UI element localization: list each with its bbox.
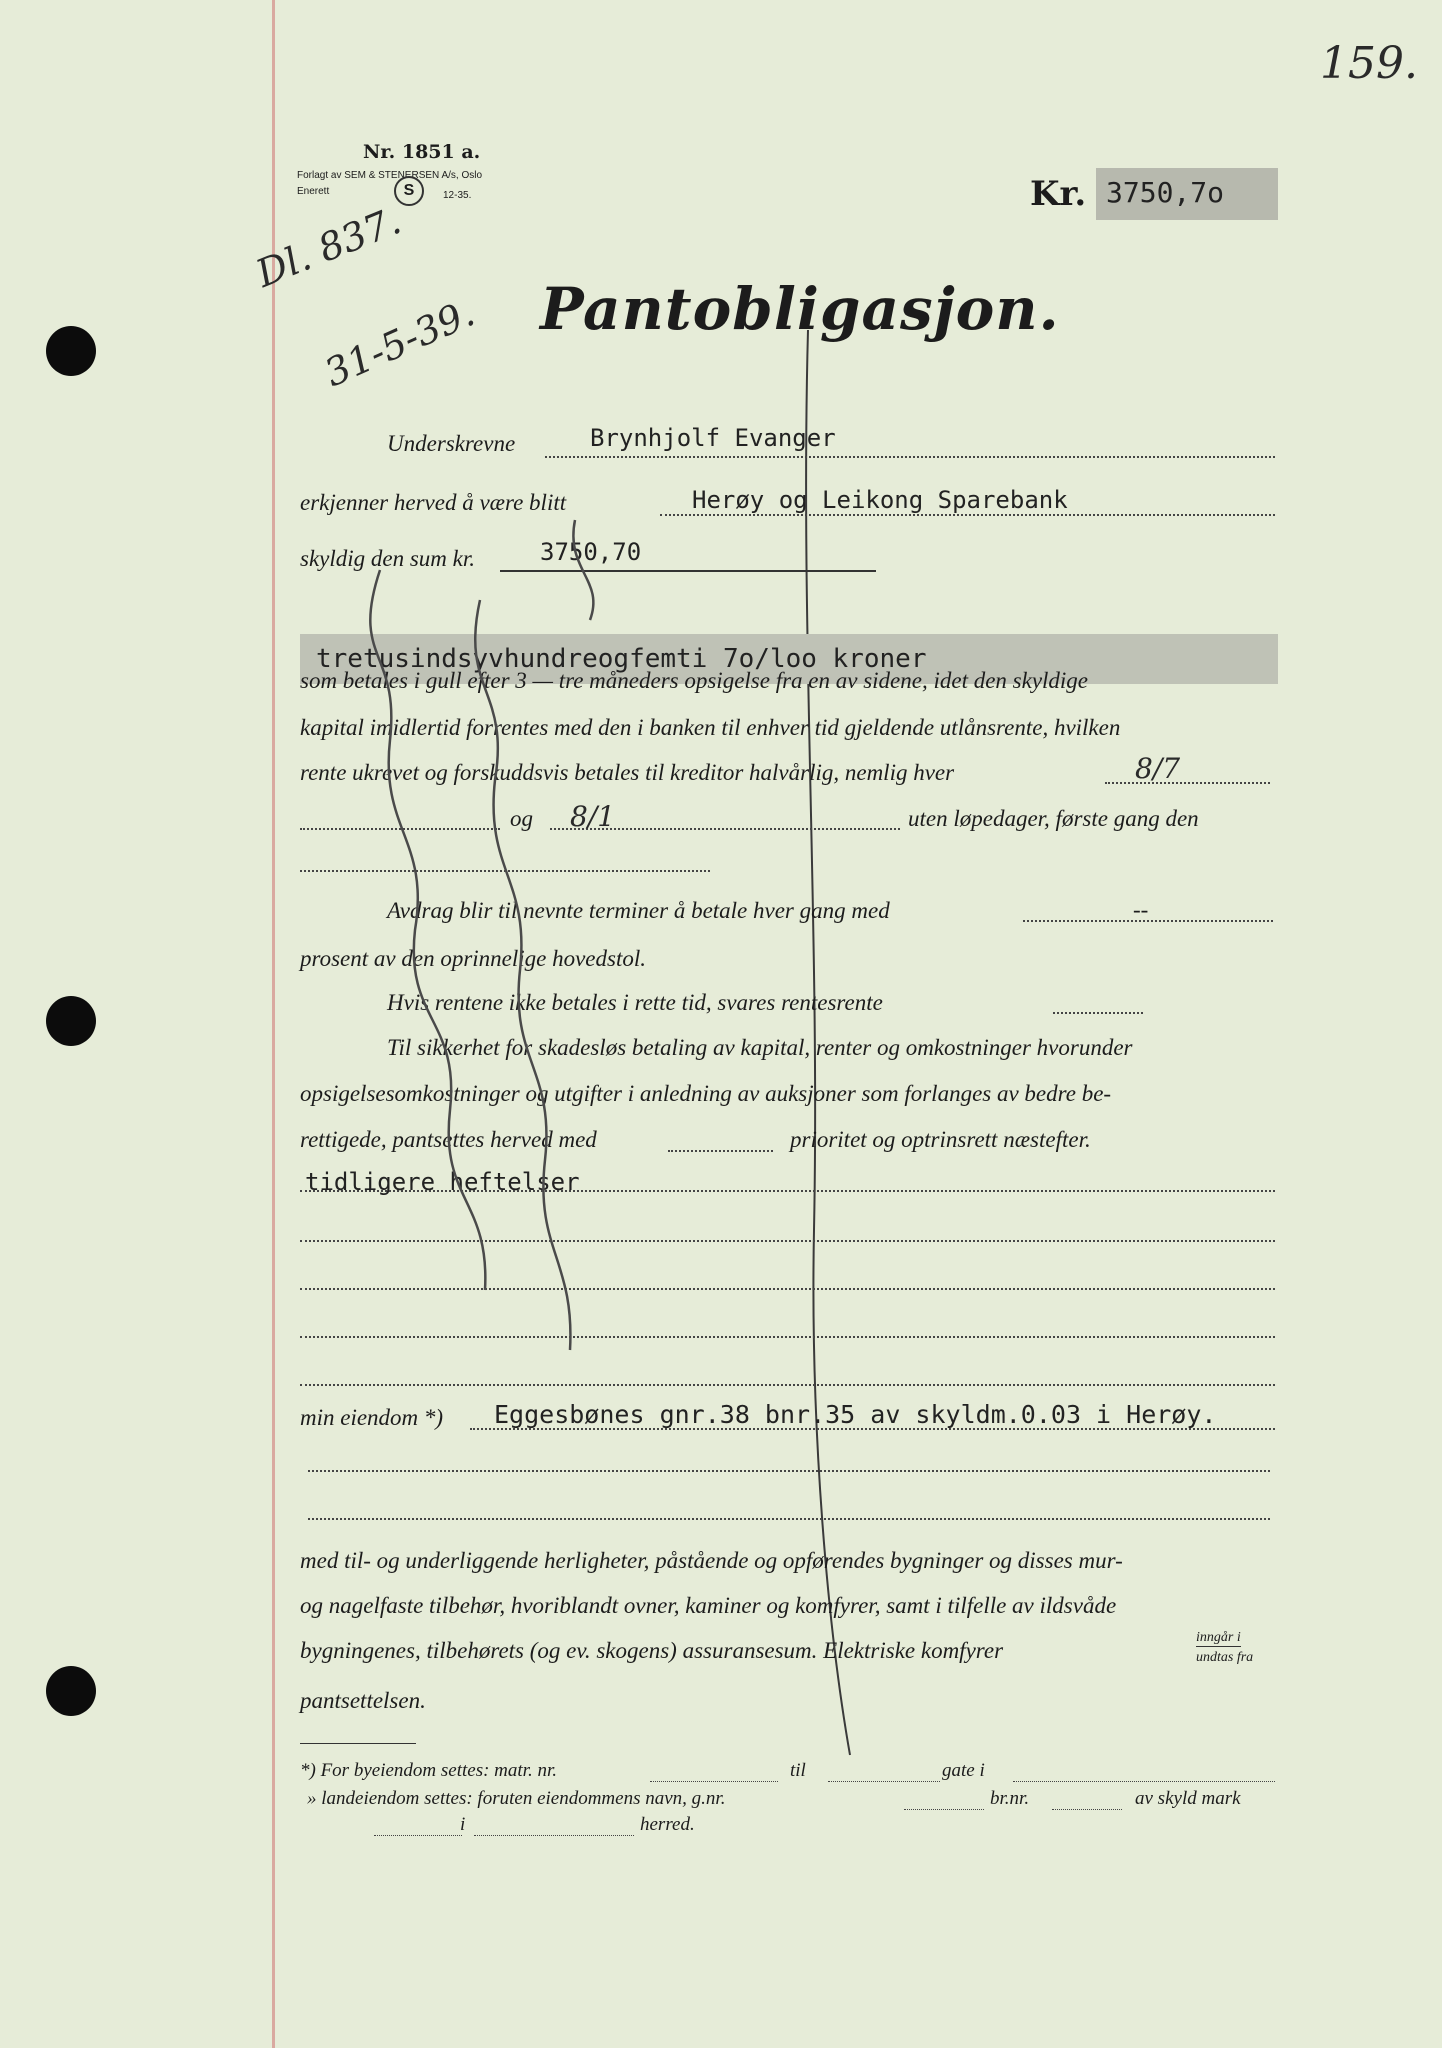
footnote-a3: gate i — [942, 1760, 985, 1781]
footnote-c1: i — [460, 1814, 466, 1835]
footnote-a-line-3 — [1013, 1781, 1275, 1782]
punch-hole-middle — [46, 996, 96, 1046]
body-line-3: rente ukrevet og forskuddsvis betales til kreditor halvårlig, nemlig hver — [300, 760, 955, 785]
prior-encumbrances: tidligere heftelser — [305, 1168, 580, 1196]
sum-value: 3750,70 — [540, 538, 642, 566]
term-1-value: 8/7 — [1135, 752, 1181, 785]
punch-hole-bottom — [46, 1666, 96, 1716]
footnote-a-line-2 — [828, 1781, 940, 1782]
undersigned-label: Underskrevne — [387, 431, 516, 456]
footnote-c2: herred. — [640, 1814, 695, 1835]
installment-dash: -- — [1133, 897, 1149, 922]
amount-words: tretusindsyvhundreogfemti 7o/loo kroner — [316, 644, 927, 674]
footnote-c-line-2 — [474, 1835, 634, 1836]
body-line-2: kapital imidlertid forrentes med den i banken til enhver tid gjeldende utlånsrente, hvilken — [300, 715, 1121, 740]
property-value: Eggesbønes gnr.38 bnr.35 av skyldm.0.03 i Herøy. — [494, 1400, 1217, 1429]
amount-label: Kr. — [1030, 174, 1087, 214]
amount-value: 3750,7o — [1106, 176, 1225, 209]
undersigned-value: Brynhjolf Evanger — [590, 424, 836, 452]
creditor-label: erkjenner herved å være blitt — [300, 490, 567, 515]
copyright: Enerett — [297, 186, 330, 197]
footnote-b3: av skyld mark — [1135, 1788, 1241, 1809]
property-line-2 — [308, 1470, 1270, 1472]
body-line-1: som betales i gull efter 3 — tre måneders opsigelse fra en av sidene, idet den skyldige — [300, 668, 1089, 693]
term-1-line — [1105, 782, 1270, 784]
form-number: Nr. 1851 a. — [363, 141, 481, 163]
publisher-logo: S — [394, 176, 424, 206]
left-margin-rule — [272, 0, 275, 2048]
body-line-10a: rettigede, pantsettes herved med — [300, 1127, 597, 1152]
footnote-a2: til — [790, 1760, 806, 1781]
body-line-4: uten løpedager, første gang den — [908, 806, 1199, 831]
body-line-7: Hvis rentene ikke betales i rette tid, svares rentesrente — [387, 990, 883, 1015]
fraction-top: inngår i — [1196, 1630, 1241, 1645]
property-line-3 — [308, 1518, 1270, 1520]
interest-line — [1053, 1012, 1143, 1014]
term-2-value: 8/1 — [570, 800, 616, 833]
fraction-bottom: undtas fra — [1196, 1650, 1254, 1665]
margin-note-date: 31-5-39. — [318, 290, 481, 396]
publisher: Forlagt av SEM & STENERSEN A/s, Oslo — [297, 170, 483, 181]
body-line-11: med til- og underliggende herligheter, påstående og opførendes bygninger og disses mur- — [300, 1548, 1123, 1573]
margin-note-number: Dl. 837. — [250, 198, 407, 296]
body-line-5: Avdrag blir til nevnte terminer å betale hver gang med — [387, 898, 890, 923]
footnote-rule — [300, 1743, 416, 1744]
footnote-a1: *) For byeiendom settes: matr. nr. — [300, 1760, 557, 1781]
body-line-8: Til sikkerhet for skadesløs betaling av kapital, renter og omkostninger hvorunder — [387, 1035, 1133, 1060]
document-title: Pantobligasjon. — [540, 275, 1060, 343]
creditor-line — [660, 514, 1275, 516]
body-line-12: og nagelfaste tilbehør, hvoriblandt ovner, kaminer og komfyrer, samt i tilfelle av ildsvåde — [300, 1593, 1117, 1618]
body-line-13: bygningenes, tilbehørets (og ev. skogens) assuransesum. Elektriske komfyrer — [300, 1638, 1004, 1663]
footnote-c-line-1 — [374, 1835, 462, 1836]
undersigned-line — [545, 456, 1275, 458]
creditor-value: Herøy og Leikong Sparebank — [692, 486, 1068, 514]
property-label: min eiendom *) — [300, 1405, 444, 1430]
footnote-b1: » landeiendom settes: foruten eiendommens navn, g.nr. — [307, 1788, 726, 1809]
page-number: 159. — [1320, 38, 1418, 89]
body-line-6: prosent av den oprinnelige hovedstol. — [300, 946, 646, 971]
sum-label: skyldig den sum kr. — [300, 546, 476, 571]
body-line-10b: prioritet og optrinsrett næstefter. — [790, 1127, 1091, 1152]
body-line-14: pantsettelsen. — [300, 1688, 426, 1713]
footnote-b-line-1 — [904, 1809, 984, 1810]
footnote-b2: br.nr. — [990, 1788, 1030, 1809]
body-og: og — [510, 806, 533, 831]
blank-line-5 — [300, 1384, 1275, 1386]
edition: 12-35. — [443, 190, 472, 201]
body-line-9: opsigelsesomkostninger og utgifter i anledning av auksjoner som forlanges av bedre be- — [300, 1081, 1112, 1106]
signature-scribble — [320, 500, 700, 1380]
punch-hole-top — [46, 326, 96, 376]
footnote-b-line-2 — [1052, 1809, 1122, 1810]
footnote-a-line-1 — [650, 1781, 778, 1782]
